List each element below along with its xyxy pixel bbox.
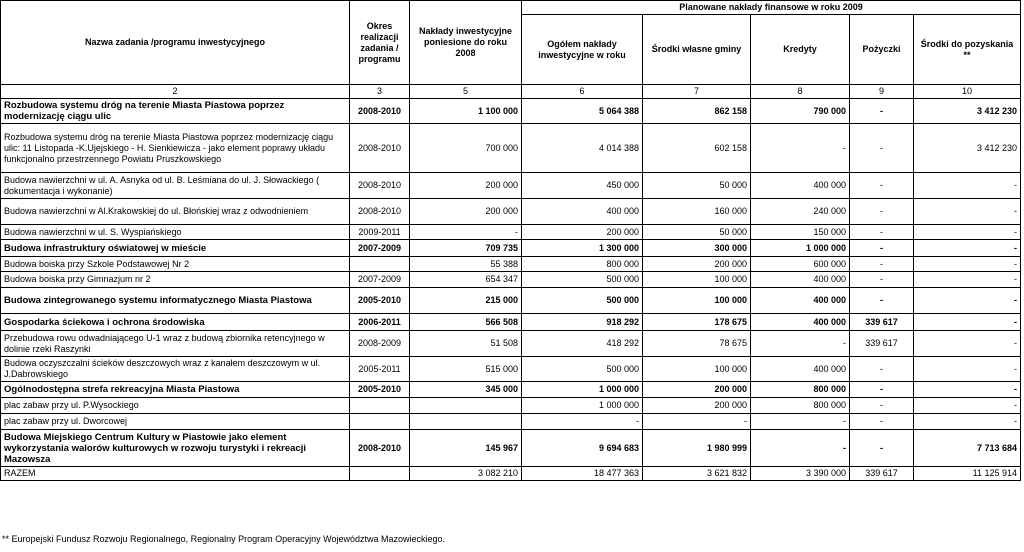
header-incurred: Nakłady inwestycyjne poniesione do roku 2008 bbox=[410, 1, 522, 85]
cell-name: Budowa nawierzchni w Al.Krakowskiej do ul. Błońskiej wraz z odwodnieniem bbox=[1, 199, 350, 225]
cell-period: 2008-2010 bbox=[350, 124, 410, 173]
cell-to-obtain: 7 713 684 bbox=[914, 430, 1021, 467]
column-number: 5 bbox=[410, 85, 522, 99]
cell-loans: - bbox=[850, 272, 914, 288]
cell-total: 5 064 388 bbox=[522, 99, 643, 124]
cell-name: Budowa boiska przy Szkole Podstawowej Nr 2 bbox=[1, 257, 350, 272]
cell-credits: 400 000 bbox=[751, 173, 850, 199]
cell-period: 2008-2009 bbox=[350, 331, 410, 357]
cell-incurred: 3 082 210 bbox=[410, 467, 522, 481]
cell-name: plac zabaw przy ul. Dworcowej bbox=[1, 414, 350, 430]
cell-total: 800 000 bbox=[522, 257, 643, 272]
cell-incurred: 700 000 bbox=[410, 124, 522, 173]
cell-total: 1 000 000 bbox=[522, 398, 643, 414]
cell-period bbox=[350, 414, 410, 430]
cell-credits: - bbox=[751, 430, 850, 467]
cell-period: 2008-2010 bbox=[350, 99, 410, 124]
cell-credits: 400 000 bbox=[751, 272, 850, 288]
cell-incurred: 200 000 bbox=[410, 199, 522, 225]
cell-period: 2007-2009 bbox=[350, 240, 410, 257]
cell-loans: 339 617 bbox=[850, 331, 914, 357]
cell-own: 178 675 bbox=[643, 314, 751, 331]
cell-name: Budowa zintegrowanego systemu informatycznego Miasta Piastowa bbox=[1, 288, 350, 314]
table-row bbox=[1, 314, 1021, 331]
cell-name: Budowa infrastruktury oświatowej w mieście bbox=[1, 240, 350, 257]
cell-loans: - bbox=[850, 414, 914, 430]
cell-own: - bbox=[643, 414, 751, 430]
header-own: Środki własne gminy bbox=[643, 15, 751, 85]
cell-name: Budowa boiska przy Gimnazjum nr 2 bbox=[1, 272, 350, 288]
table-row bbox=[1, 272, 1021, 288]
cell-own: 3 621 832 bbox=[643, 467, 751, 481]
cell-period bbox=[350, 257, 410, 272]
header-planned-group: Planowane nakłady finansowe w roku 2009 bbox=[522, 1, 1021, 15]
cell-own: 300 000 bbox=[643, 240, 751, 257]
cell-incurred: 51 508 bbox=[410, 331, 522, 357]
cell-to-obtain: - bbox=[914, 357, 1021, 382]
table-row bbox=[1, 124, 1021, 173]
cell-name: RAZEM bbox=[1, 467, 350, 481]
column-number: 10 bbox=[914, 85, 1021, 99]
cell-name: Budowa nawierzchni w ul. S. Wyspiańskiego bbox=[1, 225, 350, 240]
cell-own: 50 000 bbox=[643, 173, 751, 199]
table-row bbox=[1, 288, 1021, 314]
cell-to-obtain: 3 412 230 bbox=[914, 124, 1021, 173]
cell-period bbox=[350, 398, 410, 414]
cell-to-obtain: - bbox=[914, 173, 1021, 199]
column-number: 9 bbox=[850, 85, 914, 99]
cell-own: 100 000 bbox=[643, 288, 751, 314]
cell-credits: 400 000 bbox=[751, 288, 850, 314]
cell-total: 1 000 000 bbox=[522, 382, 643, 398]
table-row bbox=[1, 257, 1021, 272]
cell-total: 200 000 bbox=[522, 225, 643, 240]
table-row bbox=[1, 398, 1021, 414]
cell-to-obtain: - bbox=[914, 199, 1021, 225]
cell-loans: - bbox=[850, 240, 914, 257]
cell-incurred: - bbox=[410, 225, 522, 240]
cell-loans: - bbox=[850, 430, 914, 467]
cell-to-obtain: - bbox=[914, 272, 1021, 288]
cell-loans: 339 617 bbox=[850, 467, 914, 481]
cell-loans: - bbox=[850, 357, 914, 382]
table-row bbox=[1, 240, 1021, 257]
table-row bbox=[1, 173, 1021, 199]
cell-to-obtain: - bbox=[914, 240, 1021, 257]
cell-own: 602 158 bbox=[643, 124, 751, 173]
cell-period: 2005-2010 bbox=[350, 288, 410, 314]
cell-total: 400 000 bbox=[522, 199, 643, 225]
cell-total: 1 300 000 bbox=[522, 240, 643, 257]
cell-to-obtain: - bbox=[914, 288, 1021, 314]
cell-own: 200 000 bbox=[643, 257, 751, 272]
cell-loans: - bbox=[850, 288, 914, 314]
cell-to-obtain: - bbox=[914, 257, 1021, 272]
cell-incurred: 200 000 bbox=[410, 173, 522, 199]
cell-period: 2005-2011 bbox=[350, 357, 410, 382]
column-number: 8 bbox=[751, 85, 850, 99]
cell-period: 2006-2011 bbox=[350, 314, 410, 331]
cell-period: 2009-2011 bbox=[350, 225, 410, 240]
table-row bbox=[1, 357, 1021, 382]
cell-total: - bbox=[522, 414, 643, 430]
cell-own: 862 158 bbox=[643, 99, 751, 124]
cell-name: Rozbudowa systemu dróg na terenie Miasta Piastowa poprzez modernizację ciągu ulic: 11 Listopada -K.Ujejskiego - H. Sienkiewicza - jako element poprawy układu funkcjonalno przestrzennego Powiatu Pruszkowskiego bbox=[1, 124, 350, 173]
column-number: 7 bbox=[643, 85, 751, 99]
cell-total: 918 292 bbox=[522, 314, 643, 331]
cell-own: 1 980 999 bbox=[643, 430, 751, 467]
cell-loans: - bbox=[850, 99, 914, 124]
cell-credits: 150 000 bbox=[751, 225, 850, 240]
cell-incurred: 55 388 bbox=[410, 257, 522, 272]
cell-own: 160 000 bbox=[643, 199, 751, 225]
table-row bbox=[1, 382, 1021, 398]
cell-incurred bbox=[410, 398, 522, 414]
cell-to-obtain: - bbox=[914, 398, 1021, 414]
cell-to-obtain: - bbox=[914, 225, 1021, 240]
cell-credits: 400 000 bbox=[751, 357, 850, 382]
cell-to-obtain: - bbox=[914, 414, 1021, 430]
cell-credits: 1 000 000 bbox=[751, 240, 850, 257]
cell-period: 2008-2010 bbox=[350, 430, 410, 467]
header-loans: Pożyczki bbox=[850, 15, 914, 85]
cell-total: 500 000 bbox=[522, 272, 643, 288]
cell-loans: - bbox=[850, 398, 914, 414]
cell-total: 500 000 bbox=[522, 357, 643, 382]
cell-total: 9 694 683 bbox=[522, 430, 643, 467]
cell-credits: - bbox=[751, 124, 850, 173]
cell-loans: - bbox=[850, 382, 914, 398]
cell-credits: 240 000 bbox=[751, 199, 850, 225]
table-row bbox=[1, 99, 1021, 124]
cell-total: 500 000 bbox=[522, 288, 643, 314]
table-row bbox=[1, 331, 1021, 357]
cell-to-obtain: 3 412 230 bbox=[914, 99, 1021, 124]
cell-name: plac zabaw przy ul. P.Wysockiego bbox=[1, 398, 350, 414]
cell-period: 2007-2009 bbox=[350, 272, 410, 288]
cell-incurred: 515 000 bbox=[410, 357, 522, 382]
cell-loans: - bbox=[850, 257, 914, 272]
cell-incurred bbox=[410, 414, 522, 430]
cell-to-obtain: - bbox=[914, 314, 1021, 331]
cell-total: 418 292 bbox=[522, 331, 643, 357]
footnote: ** Europejski Fundusz Rozwoju Regionalnego, Regionalny Program Operacyjny Województwa Mazowieckiego. bbox=[2, 534, 446, 544]
cell-period: 2008-2010 bbox=[350, 173, 410, 199]
column-number: 3 bbox=[350, 85, 410, 99]
cell-credits: 800 000 bbox=[751, 382, 850, 398]
cell-incurred: 709 735 bbox=[410, 240, 522, 257]
cell-incurred: 345 000 bbox=[410, 382, 522, 398]
cell-period: 2008-2010 bbox=[350, 199, 410, 225]
cell-total: 18 477 363 bbox=[522, 467, 643, 481]
cell-credits: 600 000 bbox=[751, 257, 850, 272]
cell-own: 100 000 bbox=[643, 272, 751, 288]
column-number: 6 bbox=[522, 85, 643, 99]
table-row bbox=[1, 199, 1021, 225]
cell-to-obtain: 11 125 914 bbox=[914, 467, 1021, 481]
header-period: Okres realizacji zadania / programu bbox=[350, 1, 410, 85]
cell-period: 2005-2010 bbox=[350, 382, 410, 398]
cell-name: Rozbudowa systemu dróg na terenie Miasta Piastowa poprzez modernizację ciągu ulic bbox=[1, 99, 350, 124]
cell-loans: - bbox=[850, 124, 914, 173]
header-credits: Kredyty bbox=[751, 15, 850, 85]
cell-name: Ogólnodostępna strefa rekreacyjna Miasta Piastowa bbox=[1, 382, 350, 398]
cell-total: 4 014 388 bbox=[522, 124, 643, 173]
cell-credits: - bbox=[751, 331, 850, 357]
cell-name: Budowa nawierzchni w ul. A. Asnyka od ul. B. Leśmiana do ul. J. Słowackiego ( dokumentacja i wykonanie) bbox=[1, 173, 350, 199]
cell-name: Przebudowa rowu odwadniającego U-1 wraz z budową zbiornika retencyjnego w dolinie rzeki Raszynki bbox=[1, 331, 350, 357]
table-row bbox=[1, 430, 1021, 467]
cell-credits: - bbox=[751, 414, 850, 430]
cell-to-obtain: - bbox=[914, 331, 1021, 357]
cell-own: 200 000 bbox=[643, 382, 751, 398]
cell-name: Gospodarka ściekowa i ochrona środowiska bbox=[1, 314, 350, 331]
cell-credits: 400 000 bbox=[751, 314, 850, 331]
cell-loans: 339 617 bbox=[850, 314, 914, 331]
column-number: 2 bbox=[1, 85, 350, 99]
table-row bbox=[1, 225, 1021, 240]
cell-incurred: 654 347 bbox=[410, 272, 522, 288]
header-name: Nazwa zadania /programu inwestycyjnego bbox=[1, 1, 350, 85]
cell-own: 100 000 bbox=[643, 357, 751, 382]
cell-incurred: 215 000 bbox=[410, 288, 522, 314]
cell-credits: 800 000 bbox=[751, 398, 850, 414]
cell-credits: 3 390 000 bbox=[751, 467, 850, 481]
cell-name: Budowa oczyszczalni ścieków deszczowych wraz z kanałem deszczowym w ul. J.Dabrowskiego bbox=[1, 357, 350, 382]
cell-own: 200 000 bbox=[643, 398, 751, 414]
table-row bbox=[1, 467, 1021, 481]
header-total: Ogółem nakłady inwestycyjne w roku bbox=[522, 15, 643, 85]
cell-name: Budowa Miejskiego Centrum Kultury w Piastowie jako element wykorzystania walorów kulturowych w rozwoju turystyki i rekreacji Mazowsza bbox=[1, 430, 350, 467]
cell-period bbox=[350, 467, 410, 481]
cell-to-obtain: - bbox=[914, 382, 1021, 398]
cell-incurred: 145 967 bbox=[410, 430, 522, 467]
cell-incurred: 566 508 bbox=[410, 314, 522, 331]
header-to-obtain: Środki do pozyskania ** bbox=[914, 15, 1021, 85]
cell-loans: - bbox=[850, 199, 914, 225]
cell-loans: - bbox=[850, 173, 914, 199]
cell-own: 78 675 bbox=[643, 331, 751, 357]
table-body bbox=[1, 99, 1021, 481]
cell-total: 450 000 bbox=[522, 173, 643, 199]
cell-incurred: 1 100 000 bbox=[410, 99, 522, 124]
cell-own: 50 000 bbox=[643, 225, 751, 240]
cell-credits: 790 000 bbox=[751, 99, 850, 124]
table-row bbox=[1, 414, 1021, 430]
cell-loans: - bbox=[850, 225, 914, 240]
